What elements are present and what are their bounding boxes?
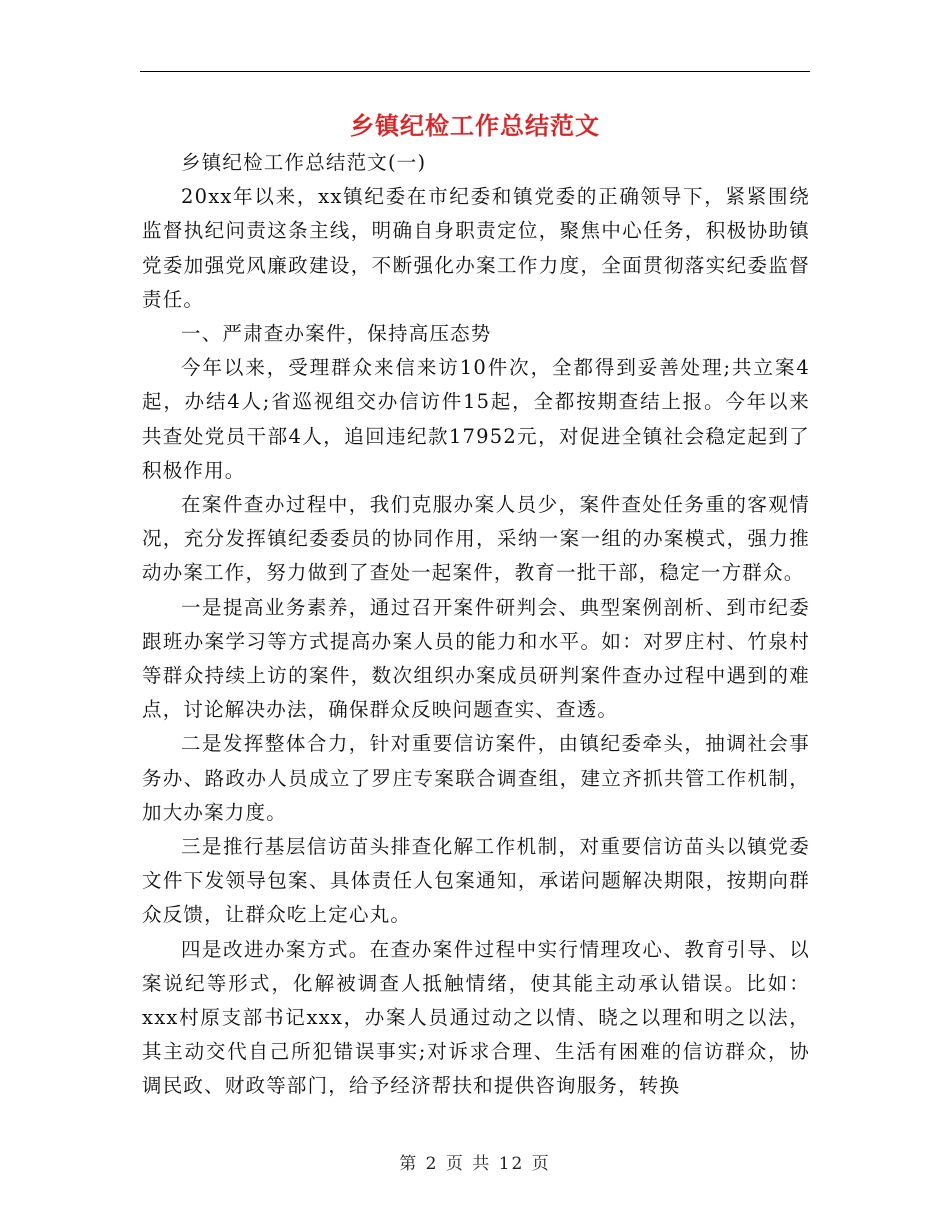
paragraph: 一是提高业务素养，通过召开案件研判会、典型案例剖析、到市纪委跟班办案学习等方式提高办案人员的能力和水平。如：对罗庄村、竹泉村等群众持续上访的案件，数次组织办案成员研判案件查办过程中遇到的难点，讨论解决办法，确保群众反映问题查实、查透。 [142, 595, 810, 722]
section-heading: 一、严肃查办案件，保持高压态势 [181, 322, 492, 346]
document-title: 乡镇纪检工作总结范文 [350, 111, 600, 140]
paragraph: 20xx年以来，xx镇纪委在市纪委和镇党委的正确领导下，紧紧围绕监督执纪问责这条主线，明确自身职责定位，聚焦中心任务，积极协助镇党委加强党风廉政建设，不断强化办案工作力度，全面贯彻落实纪委监督责任。 [142, 185, 810, 311]
section-heading: 乡镇纪检工作总结范文(一) [181, 151, 427, 174]
paragraph: 今年以来，受理群众来信来访10件次，全都得到妥善处理;共立案4起，办结4人;省巡视组交办信访件15起，全都按期查结上报。今年以来共查处党员干部4人，追回违纪款17952元，对促进全镇社会稳定起到了积极作用。 [142, 356, 810, 482]
document-body [142, 146, 810, 1104]
header-rule [140, 71, 810, 72]
page-number: 第 2 页 共 12 页 [399, 1154, 551, 1174]
paragraph: 三是推行基层信访苗头排查化解工作机制，对重要信访苗头以镇党委文件下发领导包案、具体责任人包案通知，承诺问题解决期限，按期向群众反馈，让群众吃上定心丸。 [142, 835, 810, 927]
paragraph: 二是发挥整体合力，针对重要信访案件，由镇纪委牵头，抽调社会事务办、路政办人员成立了罗庄专案联合调查组，建立齐抓共管工作机制，加大办案力度。 [142, 732, 810, 824]
paragraph: 四是改进办案方式。在查办案件过程中实行情理攻心、教育引导、以案说纪等形式，化解被调查人抵触情绪，使其能主动承认错误。比如：xxx村原支部书记xxx，办案人员通过动之以情、晓之以理和明之以法，其主动交代自己所犯错误事实;对诉求合理、生活有困难的信访群众，协调民政、财政等部门，给予经济帮扶和提供咨询服务，转换 [142, 937, 810, 1098]
paragraph: 在案件查办过程中，我们克服办案人员少，案件查处任务重的客观情况，充分发挥镇纪委委员的协同作用，采纳一案一组的办案模式，强力推动办案工作，努力做到了查处一起案件，教育一批干部，稳定一方群众。 [142, 493, 810, 585]
